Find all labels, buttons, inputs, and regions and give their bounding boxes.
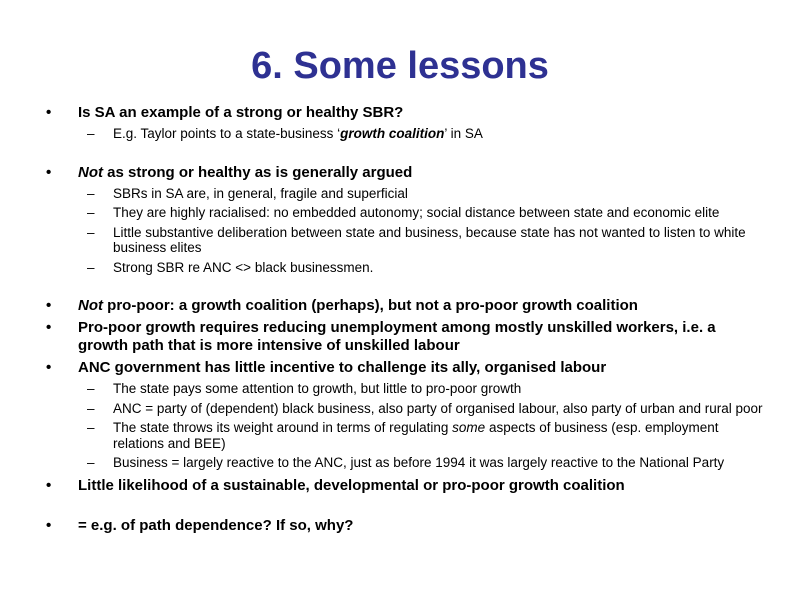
dash-icon: – [87,420,95,435]
sub-bullet-item [44,401,764,417]
bullet-text: as strong or healthy as is generally argued [103,163,413,181]
sub-bullet-item [44,420,764,451]
dash-icon: – [87,381,95,396]
dash-icon: – [87,400,95,416]
bullet-item [44,164,764,182]
sub-bullet-text-post: aspects of business (esp. employment relations and BEE) [113,420,719,451]
bullet-text-emphasis: Not [78,163,103,181]
sub-bullet-item [44,186,764,202]
dash-icon: – [87,455,95,470]
sub-bullet-text: They are highly racialised: no embedded autonomy; social distance between state and economic elite [113,205,720,220]
bullet-text: ANC government has little incentive to challenge its ally, organised labour [78,359,607,376]
sub-bullet-text-emphasis: growth coalition [340,126,445,141]
sub-bullet-item [44,225,764,256]
sub-bullet-text-emphasis: some [452,420,486,435]
sub-bullet-text: SBRs in SA are, in general, fragile and superficial [113,185,408,201]
sub-bullet-item [44,381,764,397]
dash-icon: – [87,224,95,240]
dash-icon: – [87,185,95,201]
sub-bullet-text: Little substantive deliberation between state and business, because state has not wanted to listen to white business elites [113,224,746,255]
bullet-text: Pro-poor growth requires reducing unemployment among mostly unskilled workers, i.e. a growth path that is more intensive of unskilled labour [78,319,716,354]
dash-icon: – [87,259,95,275]
bullet-item [44,297,764,315]
bullet-item [44,517,764,535]
bullet-icon: • [46,163,52,181]
bullet-item [44,477,764,495]
sub-bullet-text-pre: The state throws its weight around in terms of regulating [113,420,453,435]
bullet-item [44,104,764,122]
bullet-text: pro-poor: a growth coalition (perhaps), but not a pro-poor growth coalition [103,297,638,314]
bullet-icon: • [46,319,52,336]
bullet-icon: • [46,104,52,121]
bullet-icon: • [46,516,52,534]
bullet-icon: • [46,476,52,494]
sub-bullet-item [44,126,764,142]
bullet-icon: • [46,297,52,314]
sub-bullet-text: ANC = party of (dependent) black business, also party of organised labour, also party of urban and rural poor [113,400,763,416]
sub-bullet-text-pre: E.g. Taylor points to a state-business ‘ [113,126,341,141]
slide-content [44,104,764,535]
bullet-icon: • [46,359,52,376]
sub-bullet-text: Business = largely reactive to the ANC, just as before 1994 it was largely reactive to the National Party [113,455,725,470]
bullet-item [44,359,764,377]
bullet-text: = e.g. of path dependence? If so, why? [78,516,354,534]
dash-icon: – [87,126,95,141]
dash-icon: – [87,205,95,220]
bullet-text: Is SA an example of a strong or healthy SBR? [78,104,404,121]
bullet-text: Little likelihood of a sustainable, developmental or pro-poor growth coalition [78,476,625,494]
sub-bullet-item [44,205,764,221]
sub-bullet-text: Strong SBR re ANC <> black businessmen. [113,259,374,275]
slide-title: 6. Some lessons [251,45,549,87]
sub-bullet-text-post: ’ in SA [444,126,483,141]
sub-bullet-item [44,260,764,276]
sub-bullet-item [44,455,764,471]
sub-bullet-text: The state pays some attention to growth, but little to pro-poor growth [113,381,522,396]
bullet-text-emphasis: Not [78,297,103,314]
bullet-item [44,319,764,355]
